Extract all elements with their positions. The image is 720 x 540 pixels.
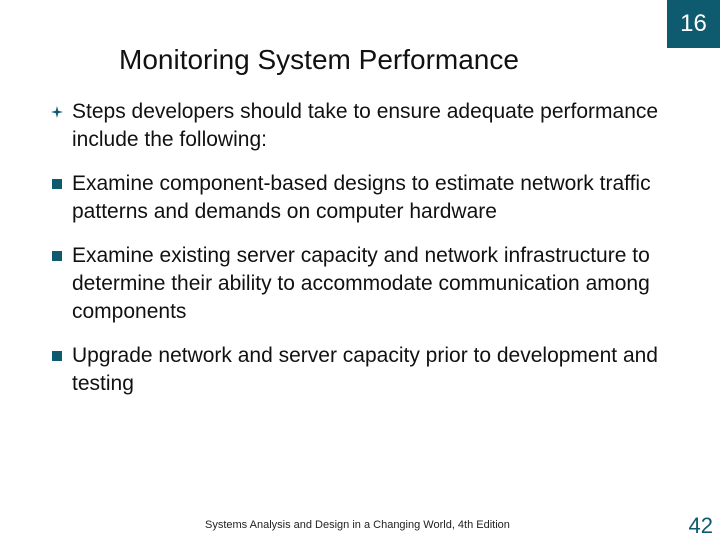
- bullet-text: Steps developers should take to ensure adequate performance include the following:: [72, 100, 659, 151]
- footer-text: Systems Analysis and Design in a Changing World, 4th Edition: [205, 519, 510, 531]
- square-bullet-icon: [49, 170, 65, 198]
- square-bullet-icon: [49, 342, 65, 370]
- bullet-item: [49, 98, 689, 154]
- bullet-item: [49, 242, 689, 326]
- square-bullet-icon: [49, 242, 65, 270]
- bullet-text: Examine existing server capacity and network infrastructure to determine their ability to accommodate communication among components: [72, 244, 650, 323]
- bullet-item: [49, 342, 689, 398]
- bullet-text: Examine component-based designs to estimate network traffic patterns and demands on computer hardware: [72, 172, 651, 223]
- bullet-item: [49, 170, 689, 226]
- slide-title: Monitoring System Performance: [119, 44, 519, 75]
- page-number: 42: [688, 513, 713, 538]
- bullet-text: Upgrade network and server capacity prior to development and testing: [72, 344, 658, 395]
- diamond-bullet-icon: [49, 98, 65, 126]
- bullet-list: [49, 98, 689, 398]
- chapter-badge: 16: [667, 0, 720, 48]
